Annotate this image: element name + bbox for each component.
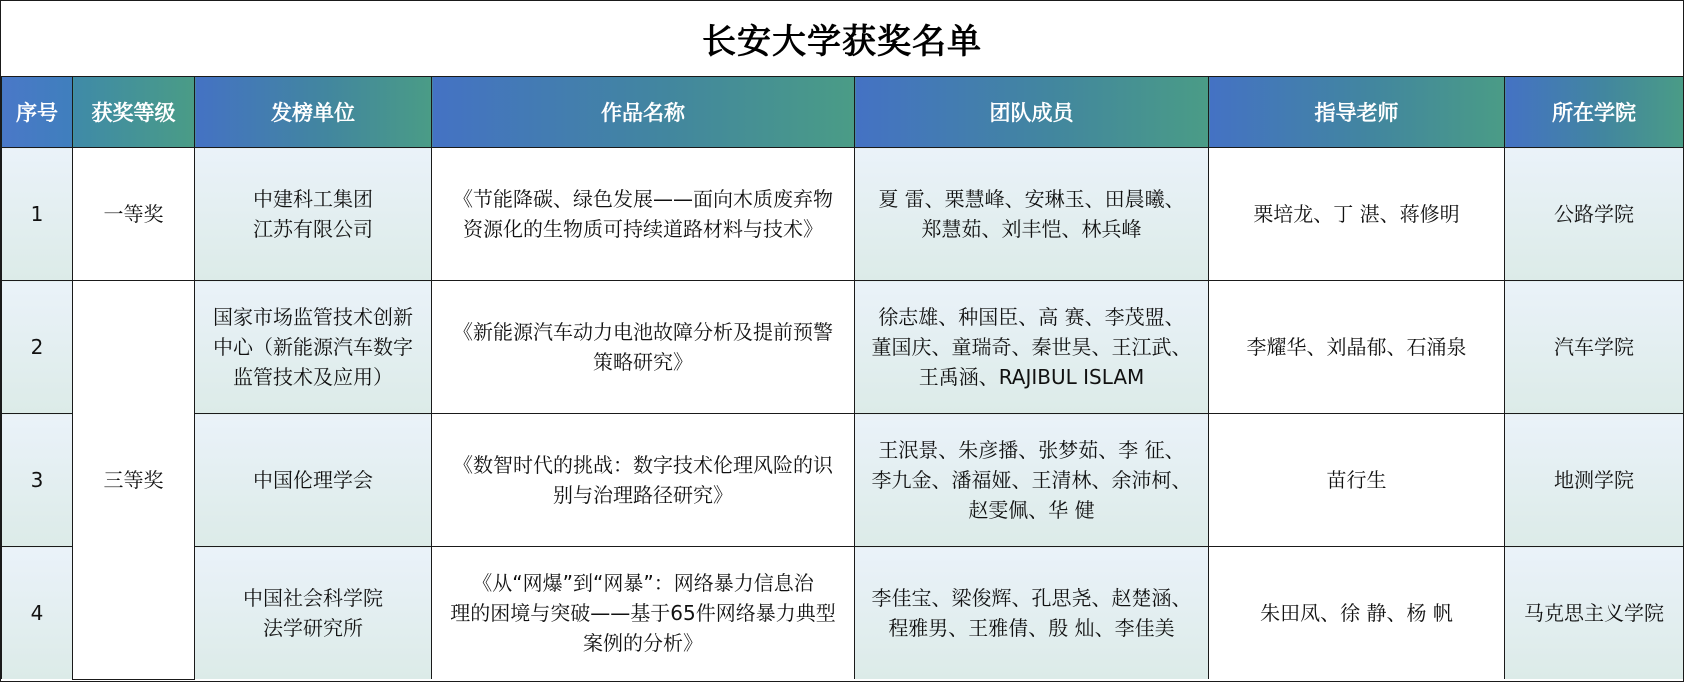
cell-college: 马克思主义学院: [1505, 547, 1684, 680]
cell-line: 程雅男、王雅倩、殷 灿、李佳美: [888, 616, 1175, 640]
award-table: [1, 77, 1684, 680]
cell-work: [432, 414, 855, 547]
cell-college: 地测学院: [1505, 414, 1684, 547]
cell-unit: [195, 148, 432, 281]
cell-line: 徐志雄、种国臣、高 赛、李茂盟、: [878, 305, 1185, 329]
cell-line: 中国伦理学会: [253, 468, 373, 492]
cell-line: 策略研究》: [593, 350, 693, 374]
cell-line: 江苏有限公司: [253, 217, 373, 241]
cell-line: 别与治理路径研究》: [553, 483, 733, 507]
cell-line: 赵雯佩、华 健: [968, 498, 1095, 522]
column-header-level: 获奖等级: [73, 77, 195, 148]
cell-line: 董国庆、童瑞奇、秦世昊、王江武、: [871, 335, 1192, 359]
column-header-members: 团队成员: [855, 77, 1209, 148]
cell-work: [432, 547, 855, 680]
cell-work: [432, 281, 855, 414]
cell-line: 中国社会科学院: [243, 586, 383, 610]
cell-advisors: 栗培龙、丁 湛、蒋修明: [1209, 148, 1505, 281]
cell-advisors: 李耀华、刘晶郁、石涌泉: [1209, 281, 1505, 414]
table-row: [2, 547, 1684, 680]
cell-line: 国家市场监管技术创新: [213, 305, 413, 329]
table-row: [2, 281, 1684, 414]
cell-members: [855, 414, 1209, 547]
table-row: [2, 148, 1684, 281]
cell-members: [855, 547, 1209, 680]
cell-no: 2: [2, 281, 73, 414]
header-row: [2, 77, 1684, 148]
cell-line: 《从“网爆”到“网暴”：网络暴力信息治: [472, 571, 814, 595]
cell-line: 中建科工集团: [253, 187, 373, 211]
cell-line: 理的困境与突破——基于65件网络暴力典型: [450, 601, 836, 625]
cell-line: 王泯景、朱彦播、张梦茹、李 征、: [878, 438, 1185, 462]
cell-line: 《新能源汽车动力电池故障分析及提前预警: [453, 320, 833, 344]
column-header-college: 所在学院: [1505, 77, 1684, 148]
cell-no: 4: [2, 547, 73, 680]
cell-line: 《数智时代的挑战：数字技术伦理风险的识: [453, 453, 833, 477]
cell-line: 郑慧茹、刘丰恺、林兵峰: [921, 217, 1142, 241]
page-title: 长安大学获奖名单: [1, 1, 1683, 77]
cell-line: 案例的分析》: [583, 631, 703, 655]
cell-line: 法学研究所: [263, 616, 363, 640]
cell-line: 夏 雷、栗慧峰、安琳玉、田晨曦、: [878, 187, 1185, 211]
cell-work: [432, 148, 855, 281]
cell-line: 王禹涵、RAJIBUL ISLAM: [918, 365, 1145, 389]
cell-unit: [195, 547, 432, 680]
cell-no: 3: [2, 414, 73, 547]
cell-members: [855, 148, 1209, 281]
cell-line: 监管技术及应用）: [233, 365, 393, 389]
column-header-unit: 发榜单位: [195, 77, 432, 148]
column-header-advisors: 指导老师: [1209, 77, 1505, 148]
cell-unit: [195, 281, 432, 414]
cell-line: 李佳宝、梁俊辉、孔思尧、赵楚涵、: [871, 586, 1192, 610]
cell-level: 三等奖: [73, 281, 195, 680]
cell-college: 公路学院: [1505, 148, 1684, 281]
cell-advisors: 朱田凤、徐 静、杨 帆: [1209, 547, 1505, 680]
cell-line: 《节能降碳、绿色发展——面向木质废弃物: [453, 187, 833, 211]
cell-no: 1: [2, 148, 73, 281]
cell-line: 中心（新能源汽车数字: [213, 335, 413, 359]
cell-college: 汽车学院: [1505, 281, 1684, 414]
cell-level: 一等奖: [73, 148, 195, 281]
cell-unit: [195, 414, 432, 547]
table-row: [2, 414, 1684, 547]
column-header-work: 作品名称: [432, 77, 855, 148]
cell-members: [855, 281, 1209, 414]
cell-line: 资源化的生物质可持续道路材料与技术》: [463, 217, 823, 241]
column-header-no: 序号: [2, 77, 73, 148]
cell-advisors: 苗行生: [1209, 414, 1505, 547]
cell-line: 李九金、潘福娅、王清林、余沛柯、: [871, 468, 1192, 492]
